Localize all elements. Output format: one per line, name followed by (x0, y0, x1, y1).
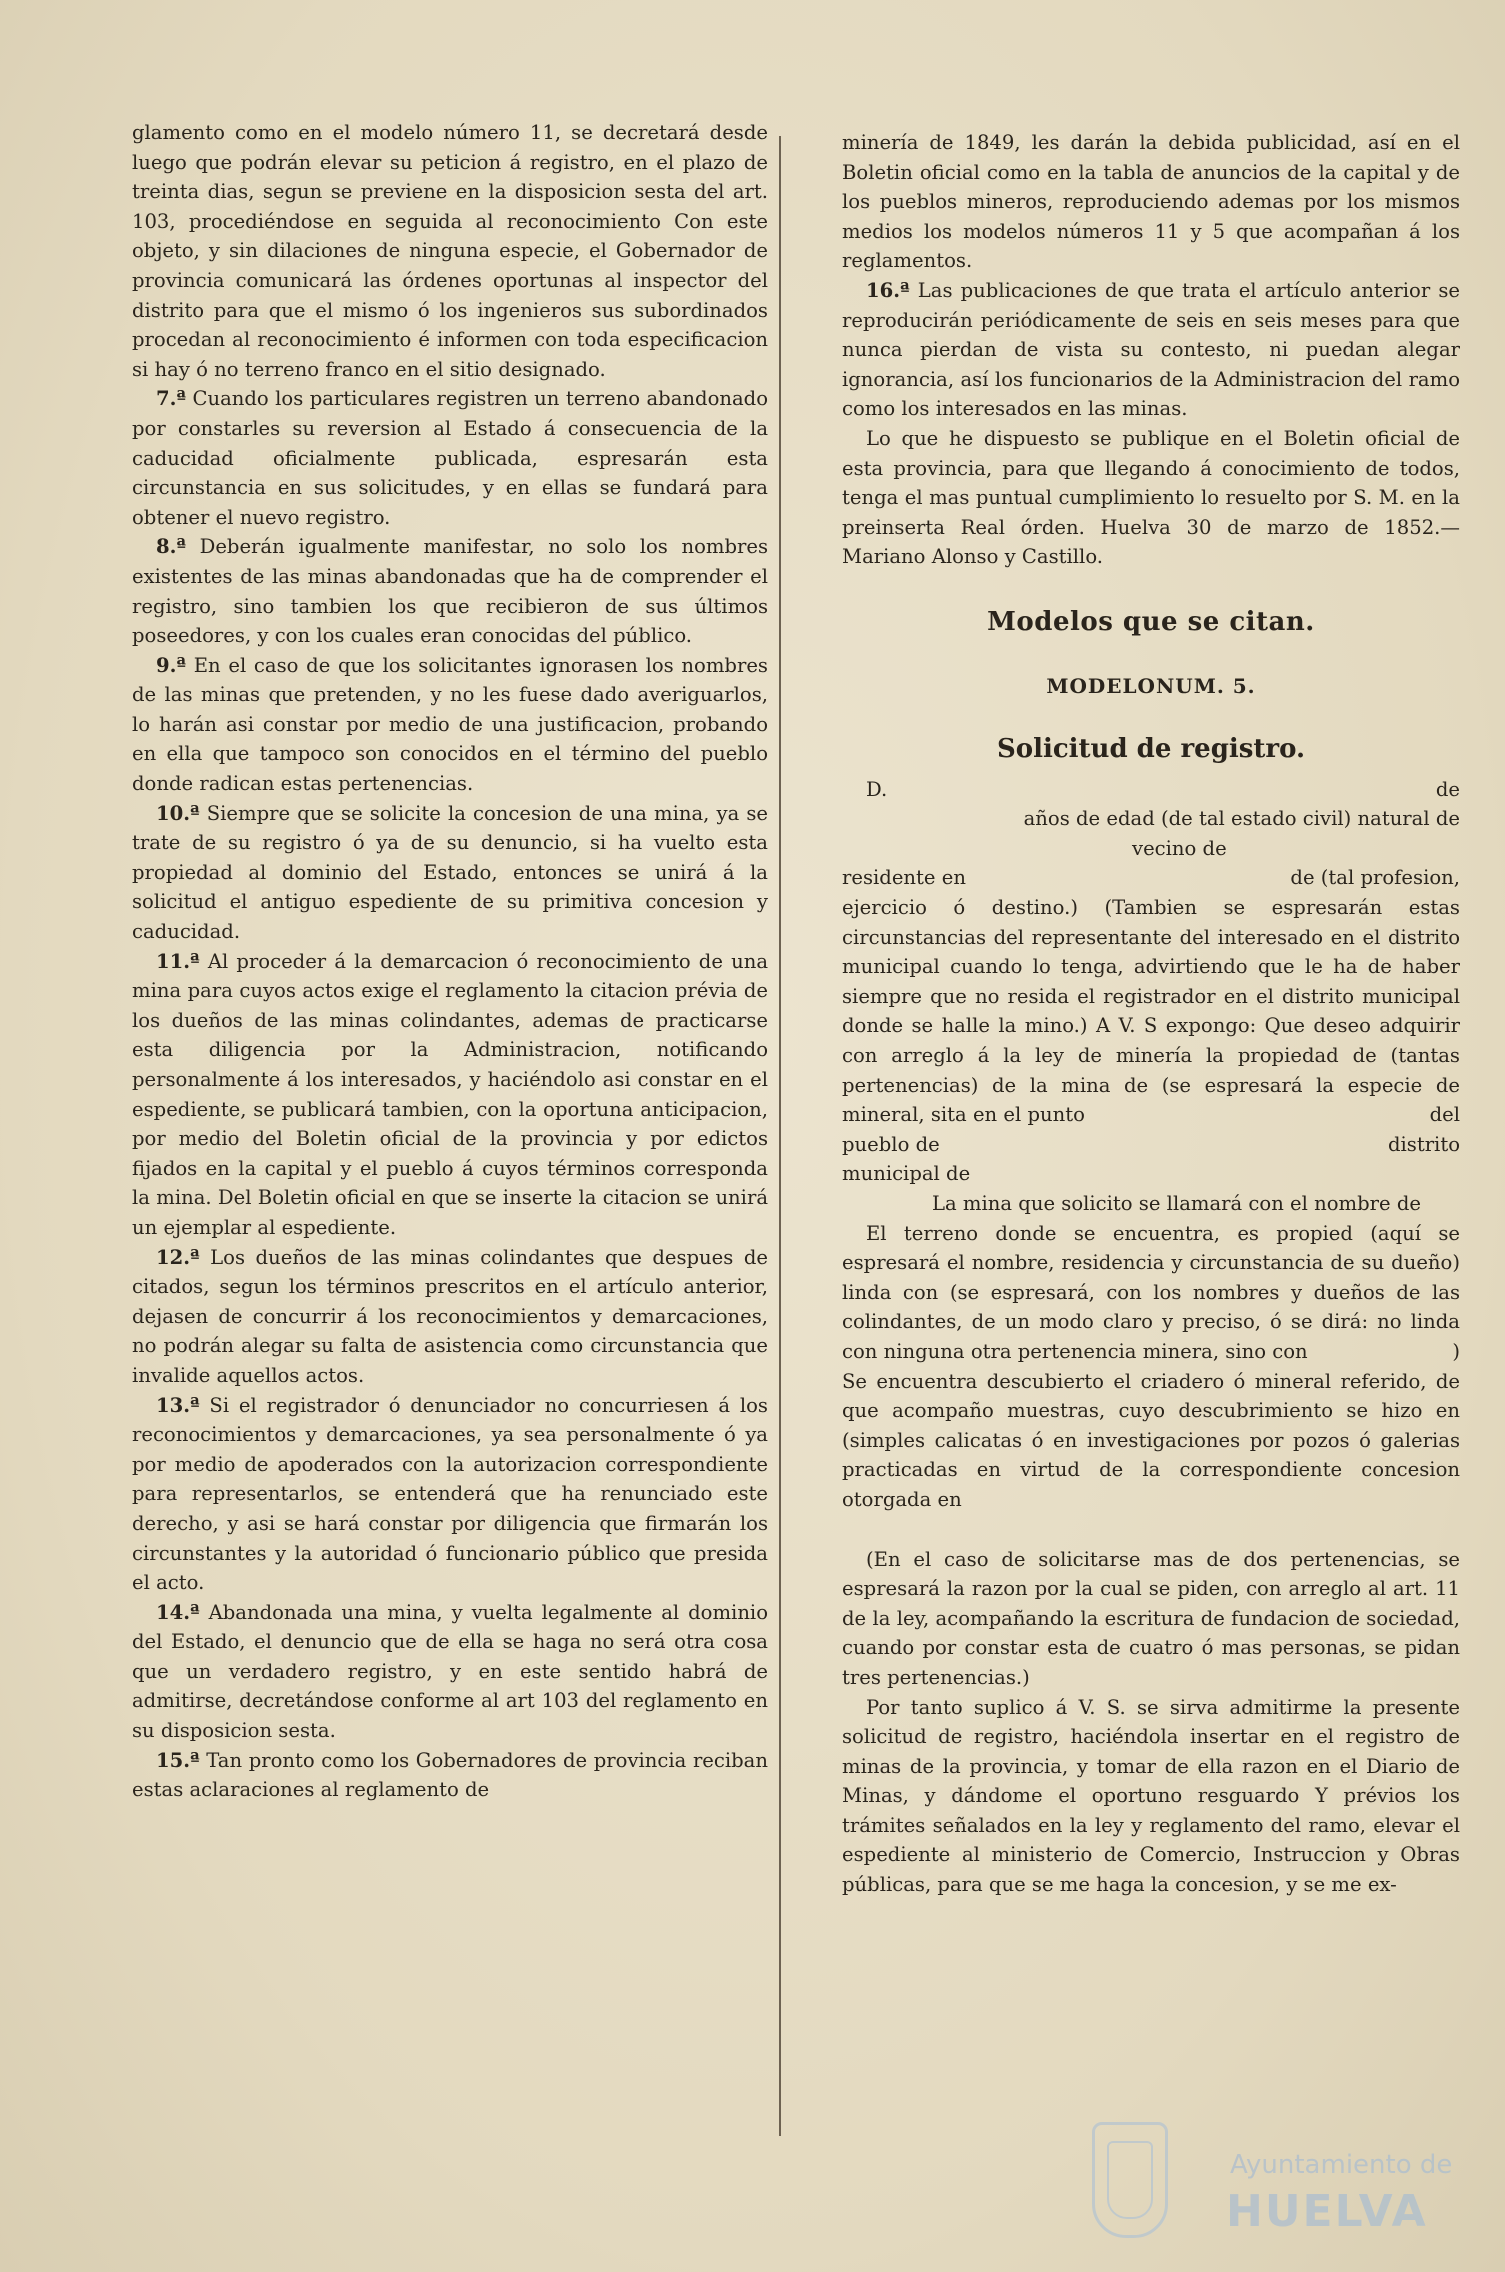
article-14 (132, 1598, 768, 1746)
article-number: 10.ª (156, 801, 200, 825)
article-text: Abandonada una mina, y vuelta legalmente al dominio del Estado, el denuncio que de ella se haga no será otra cosa que un verdadero registro, y en este sentido habrá de admitirse, decretándose conforme al art 103 del reglamento en su disposicion sesta. (132, 1600, 768, 1743)
form-label: D. (866, 777, 888, 801)
article-text: Tan pronto como los Gobernadores de provincia reciban estas aclaraciones al reglamento de (132, 1748, 768, 1802)
form-line: años de edad (de tal estado civil) natural de (1023, 807, 1460, 831)
form-line: municipal de (842, 1162, 971, 1186)
form-line (842, 775, 1460, 805)
watermark-line2: HUELVA (1226, 2186, 1428, 2237)
article-text: En el caso de que los solicitantes ignorasen los nombres de las minas que pretenden, y no les fuese dado averiguarlos, lo harán asi constar por medio de una justificacion, probando en ella que tampoco son conocidos en el término del pueblo donde radican estas pertenencias. (132, 653, 768, 796)
form-paragraph (842, 893, 1460, 1130)
article-8 (132, 532, 768, 650)
article-text: Los dueños de las minas colindantes que despues de citados, segun los términos prescritos en el artículo anterior, dejasen de concurrir á los reconocimientos y demarcaciones, no podrán alegar su falta de asistencia como circunstancia que invalide aquellos actos. (132, 1245, 768, 1387)
watermark-line1: Ayuntamiento de (1230, 2150, 1453, 2180)
article-number: 14.ª (156, 1600, 200, 1624)
models-heading: Modelos que se citan. (987, 606, 1315, 637)
article-15 (132, 1746, 768, 1805)
article-12 (132, 1243, 768, 1391)
city-seal-watermark-icon (1092, 2122, 1168, 2238)
left-column (132, 118, 768, 1805)
article-number: 8.ª (156, 535, 186, 559)
form-label: de (tal profesion, (1290, 866, 1460, 890)
article-10 (132, 799, 768, 947)
form-label: pueblo de (842, 1132, 940, 1156)
article-text: Deberán igualmente manifestar, no solo los nombres existentes de las minas abandonadas que ha de comprender el registro, sino tambien los que recibieron de sus últimos poseedores, y con los cuales eran conocidas del público. (132, 535, 769, 648)
article-13 (132, 1391, 768, 1598)
form-line: vecino de (1132, 836, 1227, 860)
article-number: 7.ª (156, 387, 186, 411)
paragraph-continuation: glamento como en el modelo número 11, se decretará desde luego que podrán elevar su peticion á registro, en el plazo de treinta dias, segun se previene en la disposicion sesta del art. 103, procediéndose en seguida al reconocimiento Con este objeto, y sin dilaciones de ninguna especie, el Gobernador de provincia comunicará las órdenes oportunas al inspector del distrito para que el mismo ó los ingenieros sus subordinados procedan al reconocimiento é informen con toda especificacion si hay ó no terreno franco en el sitio designado. (132, 121, 768, 381)
seal-inner (1107, 2141, 1153, 2219)
article-text: Si el registrador ó denunciador no concurriesen á los reconocimientos y demarcaciones, ya sea personalmente ó ya por medio de apoderados con la autorizacion correspondiente para representarlos, se entenderá que ha renunciado este derecho, y asi se hará constar por diligencia que firmarán los circunstantes y la autoridad ó funcionario público que presida el acto. (132, 1393, 768, 1595)
blank-space (842, 1515, 1460, 1545)
paragraph-continuation: minería de 1849, les darán la debida publicidad, así en el Boletin oficial como en la tabla de anuncios de la capital y de los pueblos mineros, reproduciendo ademas por los mismos medios los modelos números 11 y 5 que acompañan á los reglamentos. (842, 131, 1460, 273)
article-number: 9.ª (156, 653, 186, 677)
form-title: Solicitud de registro. (996, 734, 1306, 765)
form-label: de (1435, 777, 1460, 801)
article-text: Al proceder á la demarcacion ó reconocimiento de una mina para cuyos actos exige el reglamento la citacion prévia de los dueños de las minas colindantes, ademas de practicarse esta diligencia por la Administracion, notificando personalmente á los interesados, y haciéndolo asi constar en el espediente, se publicará tambien, con la oportuna anticipacion, por medio del Boletin oficial de la provincia y por edictos fijados en la capital y el pueblo á cuyos términos corresponda la mina. Del Boletin oficial en que se inserte la citacion se unirá un ejemplar al espediente. (132, 949, 769, 1239)
article-number: 12.ª (156, 1245, 200, 1269)
article-text: Siempre que se solicite la concesion de una mina, ya se trate de su registro ó ya de su denuncio, si ha vuelto esta propiedad al dominio del Estado, entonces se unirá á la solicitud el antiguo espediente de su primitiva concesion y caducidad. (132, 801, 768, 944)
article-9 (132, 651, 768, 799)
article-number: 11.ª (156, 949, 200, 973)
article-7 (132, 384, 768, 532)
closing-paragraph: Lo que he dispuesto se publique en el Boletin oficial de esta provincia, para que llegando á conocimiento de todos, tenga el mas puntual cumplimiento lo resuelto por S. M. en la preinserta Real órden. Huelva 30 de marzo de 1852.— Mariano Alonso y Castillo. (842, 426, 1460, 569)
form-text: El terreno donde se encuentra, es propied (aquí se espresará el nombre, residencia y circunstancia de su dueño) linda con (se espresará, con los nombres y dueños de las colindantes, de un modo claro y preciso, ó se dirá: no linda con ninguna otra pertenencia minera, sino con (842, 1221, 1460, 1363)
article-number: 15.ª (156, 1748, 200, 1772)
form-line (842, 863, 1460, 893)
article-text: Cuando los particulares registren un terreno abandonado por constarles su reversion al Estado á consecuencia de la caducidad oficialmente publicada, espresarán esta circunstancia en sus solicitudes, y en ellas se fundará para obtener el nuevo registro. (132, 387, 769, 529)
article-text: Las publicaciones de que trata el artículo anterior se reproducirán periódicamente de seis en seis meses para que nunca pierdan de vista su contesto, ni puedan alegar ignorancia, así los funcionarios de la Administracion del ramo como los interesados en las minas. (842, 278, 1460, 421)
column-divider (779, 136, 781, 2136)
form-label: residente en (842, 866, 966, 890)
article-number: 13.ª (156, 1393, 200, 1417)
article-11 (132, 947, 768, 1243)
form-paragraph: (En el caso de solicitarse mas de dos pertenencias, se espresará la razon por la cual se piden, con arreglo al art. 11 de la ley, acompañando la escritura de fundacion de sociedad, cuando por constar esta de cuatro ó mas personas, se pidan tres pertenencias.) (842, 1547, 1460, 1689)
form-label: del (1429, 1103, 1460, 1127)
form-paragraph (842, 1219, 1460, 1367)
form-label: ) (1452, 1339, 1460, 1363)
model-number-heading: MODELONUM. 5. (1046, 673, 1256, 698)
form-text: ejercicio ó destino.) (Tambien se espresarán estas circunstancias del representante del interesado en el distrito municipal cuando lo tenga, advirtiendo que le ha de haber siempre que no resida el registrador en el distrito municipal donde se halle la mino.) A V. S expongo: Que deseo adquirir con arreglo á la ley de minería la propiedad de (tantas pertenencias) de la mina de (se espresará la especie de mineral, sita en el punto (842, 896, 1460, 1127)
form-label: distrito (1387, 1132, 1460, 1156)
registration-form-template (842, 775, 1460, 1900)
form-paragraph: Por tanto suplico á V. S. se sirva admitirme la presente solicitud de registro, haciéndola insertar en el registro de minas de la provincia, y tomar de ella razon en el Diario de Minas, y dándome el oportuno resguardo Y prévios los trámites señalados en la ley y reglamento del ramo, elevar el espediente al ministerio de Comercio, Instruccion y Obras públicas, para que se me haga la concesion, y se me ex- (842, 1695, 1460, 1897)
right-column (842, 128, 1460, 1900)
form-paragraph: La mina que solicito se llamará con el nombre de (932, 1192, 1422, 1215)
form-paragraph: Se encuentra descubierto el criadero ó mineral referido, de que acompaño muestras, cuyo descubrimiento se hizo en (simples calicatas ó en investigaciones por pozos ó galerias practicadas en virtud de la correspondiente concesion otorgada en (842, 1369, 1460, 1511)
article-number: 16.ª (866, 278, 910, 302)
article-16 (842, 276, 1460, 424)
form-line (842, 1130, 1460, 1160)
